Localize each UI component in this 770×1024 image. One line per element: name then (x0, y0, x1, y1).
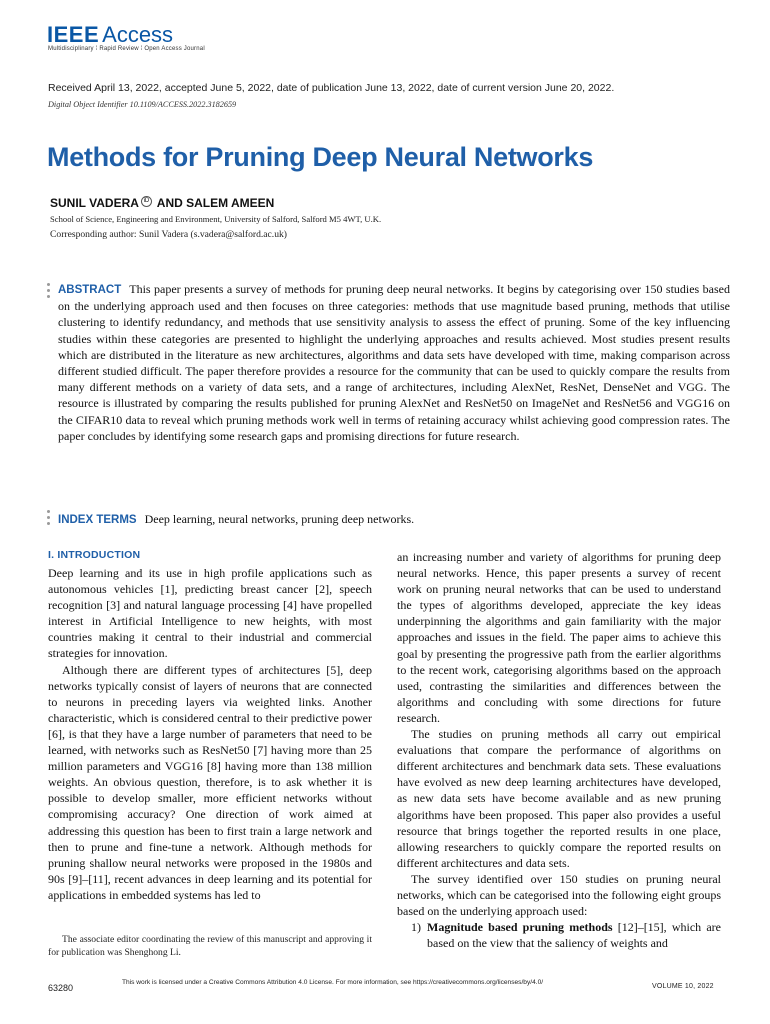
license-notice[interactable]: This work is licensed under a Creative Commons Attribution 4.0 License. For more information, see https://creativecommons.org/licenses/by/4.0/ (122, 979, 544, 986)
logo-access-text: Access (102, 22, 174, 47)
editor-footnote: The associate editor coordinating the review of this manuscript and approving it for publication was Shenghong Li. (48, 934, 372, 958)
journal-tagline: Multidisciplinary ⁞ Rapid Review ⁞ Open Access Journal (48, 46, 205, 52)
abstract-marker-icon (47, 283, 51, 301)
left-column (48, 565, 372, 903)
index-terms-marker-icon (47, 510, 51, 528)
author-2: AND SALEM AMEEN (153, 196, 275, 210)
abstract-text: This paper presents a survey of methods for pruning deep neural networks. It begins by categorising over 150 studies based on the underlying approach used and then focuses on three categories: methods that use magnitude based pruning, methods that utilise clustering to identify redundancy, and methods that use sensitivity analysis to assess the effect of pruning. Some of the key influencing studies within these categories are presented to highlight the underlying approaches and results achieved. Most studies present results which are distributed in the literature as new architectures, algorithms and data sets have developed with time, making comparison across different studied difficult. The paper therefore provides a resource for the community that can be used to quickly compare the results from many different methods on a variety of data sets, and a range of architectures, including AlexNet, ResNet, DenseNet and VGG. The resource is illustrated by comparing the results published for pruning AlexNet and ResNet50 on ImageNet and ResNet56 and VGG16 on the CIFAR10 data to reveal which pruning methods work well in terms of retaining accuracy whilst achieving good compression rates. The paper concludes by identifying some research gaps and promising directions for future research. (58, 282, 730, 443)
list-item-text: [12]–[15], which are based on the view that the saliency of weights and (427, 920, 721, 951)
index-terms-label: INDEX TERMS (58, 514, 137, 526)
section-heading-introduction: I. INTRODUCTION (48, 549, 141, 561)
list-item-number: 1) (411, 920, 421, 935)
journal-logo (47, 22, 173, 48)
abstract-block (58, 281, 730, 444)
intro-paragraph-5: The survey identified over 150 studies on pruning neural networks, which can be categorised into the following eight groups based on the underlying approach used: (397, 871, 721, 919)
doi-line: Digital Object Identifier 10.1109/ACCESS.2022.3182659 (48, 100, 237, 109)
paper-title: Methods for Pruning Deep Neural Networks (47, 142, 594, 172)
intro-paragraph-3: an increasing number and variety of algorithms for pruning deep neural networks. Hence, this paper presents a survey of recent work on pruning neural networks that can be used to understand the types of algorithms developed, appreciate the key ideas underpinning the algorithms and gain familiarity with the major approaches and issues in the field. The paper aims to achieve this goal by presenting the progressive path from the earlier algorithms to the recent work, categorising algorithms based on the approach used, contrasting the similarities and differences between the algorithms and concluding with some directions for future research. (397, 550, 721, 725)
intro-paragraph-1: Deep learning and its use in high profile applications such as autonomous vehicles [1], predicting breast cancer [2], speech recognition [3] and natural language processing [4] have propelled interest in Artificial Intelligence to new heights, with most countries making it central to their industrial and commercial strategies for innovation. (48, 566, 372, 661)
right-column (397, 549, 721, 951)
orcid-icon[interactable]: iD (141, 196, 152, 207)
list-item (397, 919, 721, 951)
volume-label: VOLUME 10, 2022 (652, 983, 714, 990)
author-1: SUNIL VADERA (50, 196, 139, 210)
page-number: 63280 (48, 983, 74, 993)
logo-ieee-text: IEEE (47, 22, 100, 47)
index-terms (58, 512, 414, 527)
corresponding-author: Corresponding author: Sunil Vadera (s.vadera@salford.ac.uk) (50, 229, 287, 240)
intro-paragraph-2: Although there are different types of architectures [5], deep networks typically consist of layers of neurons that are connected to neurons in preceding layers via weighted links. Another characteristic, which is considered central to their predictive power [6], is that they have a large number of parameters that need to be learned, with networks such as ResNet50 [7] having more than 25 million parameters and VGG16 [8] having more than 138 million weights. An obvious question, therefore, is to ask whether it is possible to develop smaller, more efficient networks without compromising accuracy? One direction of work aimed at addressing this question has been to first train a large network and then to prune and fine-tune a network. Although methods for pruning shallow neural networks were proposed in the 1980s and 90s [9]–[11], recent advances in deep learning and its potential for applications in embedded systems has led to (48, 662, 372, 902)
abstract-label: ABSTRACT (58, 284, 122, 296)
index-terms-text: Deep learning, neural networks, pruning deep networks. (144, 512, 415, 526)
received-dates: Received April 13, 2022, accepted June 5, 2022, date of publication June 13, 2022, date of current version June 20, 2022. (48, 82, 615, 94)
author-line (50, 196, 274, 210)
affiliation: School of Science, Engineering and Environment, University of Salford, Salford M5 4WT, U.K. (50, 214, 382, 224)
list-item-heading: Magnitude based pruning methods (427, 920, 613, 935)
intro-paragraph-4: The studies on pruning methods all carry out empirical evaluations that compare the performance of algorithms on different architectures and benchmark data sets. These evaluations have evolved as new deep learning architectures have developed, as new data sets have become available and as new pruning algorithms have been proposed. This paper also provides a useful resource that brings together the reported results in one place, allowing researchers to quickly compare the reported results on different architectures and data sets. (397, 727, 721, 870)
